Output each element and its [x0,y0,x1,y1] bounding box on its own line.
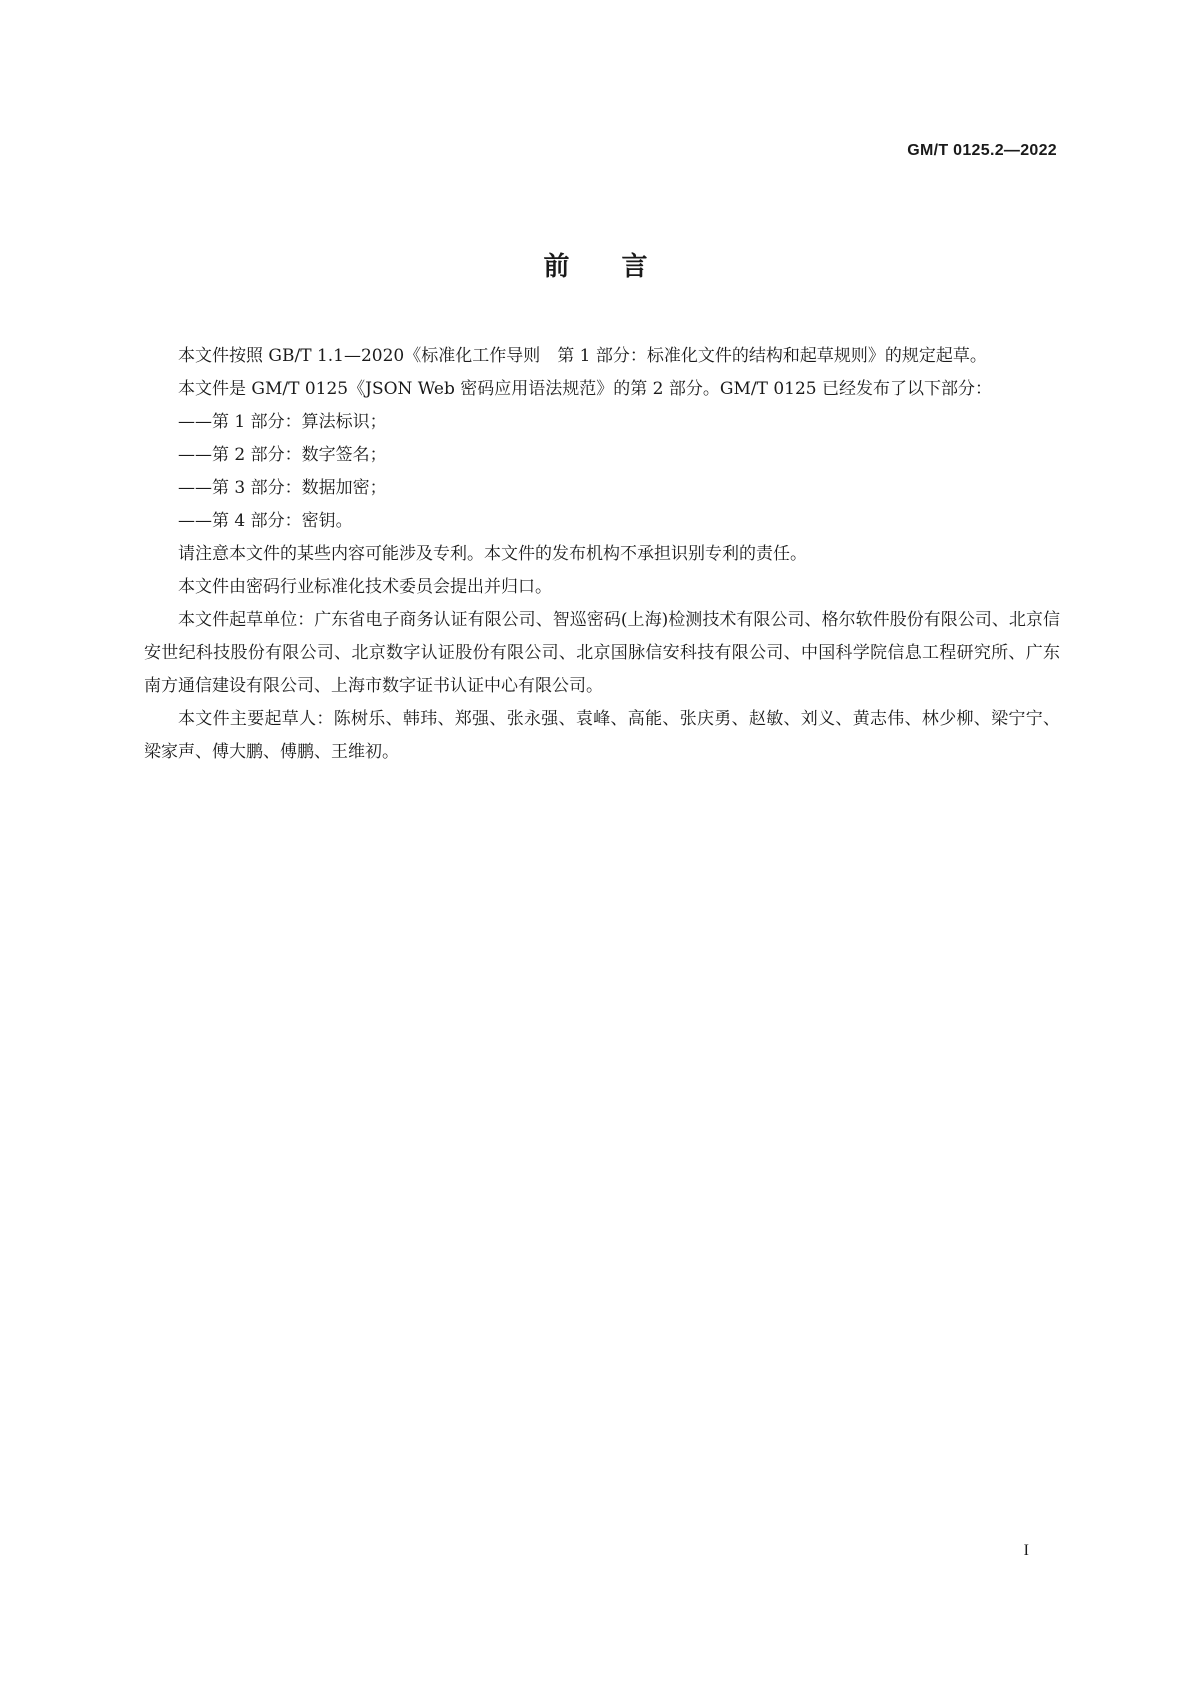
paragraph-patent-notice: 请注意本文件的某些内容可能涉及专利。本文件的发布机构不承担识别专利的责任。 [178,544,807,564]
paragraph-proposer: 本文件由密码行业标准化技术委员会提出并归口。 [178,577,552,597]
list-item: ——第 2 部分：数字签名； [178,445,387,465]
list-item: ——第 3 部分：数据加密； [178,478,387,498]
paragraph-drafting-units: 本文件起草单位：广东省电子商务认证有限公司、智巡密码(上海)检测技术有限公司、格尔软件股份有限公司、北京信安世纪科技股份有限公司、北京数字认证股份有限公司、北京国脉信安科技有限公司、中国科学院信息工程研究所、广东南方通信建设有限公司、上海市数字证书认证中心有限公司。 [144,610,1060,696]
standard-code: GM/T 0125.2—2022 [907,142,1057,159]
paragraph-part-intro: 本文件是 GM/T 0125《JSON Web 密码应用语法规范》的第 2 部分。GM/T 0125 已经发布了以下部分： [178,379,992,399]
page-title: 前言 [543,252,700,282]
page-number: I [1023,1542,1029,1559]
list-item: ——第 4 部分：密钥。 [178,511,353,531]
paragraph-drafters: 本文件主要起草人：陈树乐、韩玮、郑强、张永强、袁峰、高能、张庆勇、赵敏、刘义、黄志伟、林少柳、梁宁宁、梁家声、傅大鹏、傅鹏、王维初。 [144,709,1060,762]
list-item: ——第 1 部分：算法标识； [178,412,387,432]
foreword-body [144,340,1060,769]
paragraph-drafting-rules: 本文件按照 GB/T 1.1—2020《标准化工作导则 第 1 部分：标准化文件的结构和起草规则》的规定起草。 [178,346,987,366]
